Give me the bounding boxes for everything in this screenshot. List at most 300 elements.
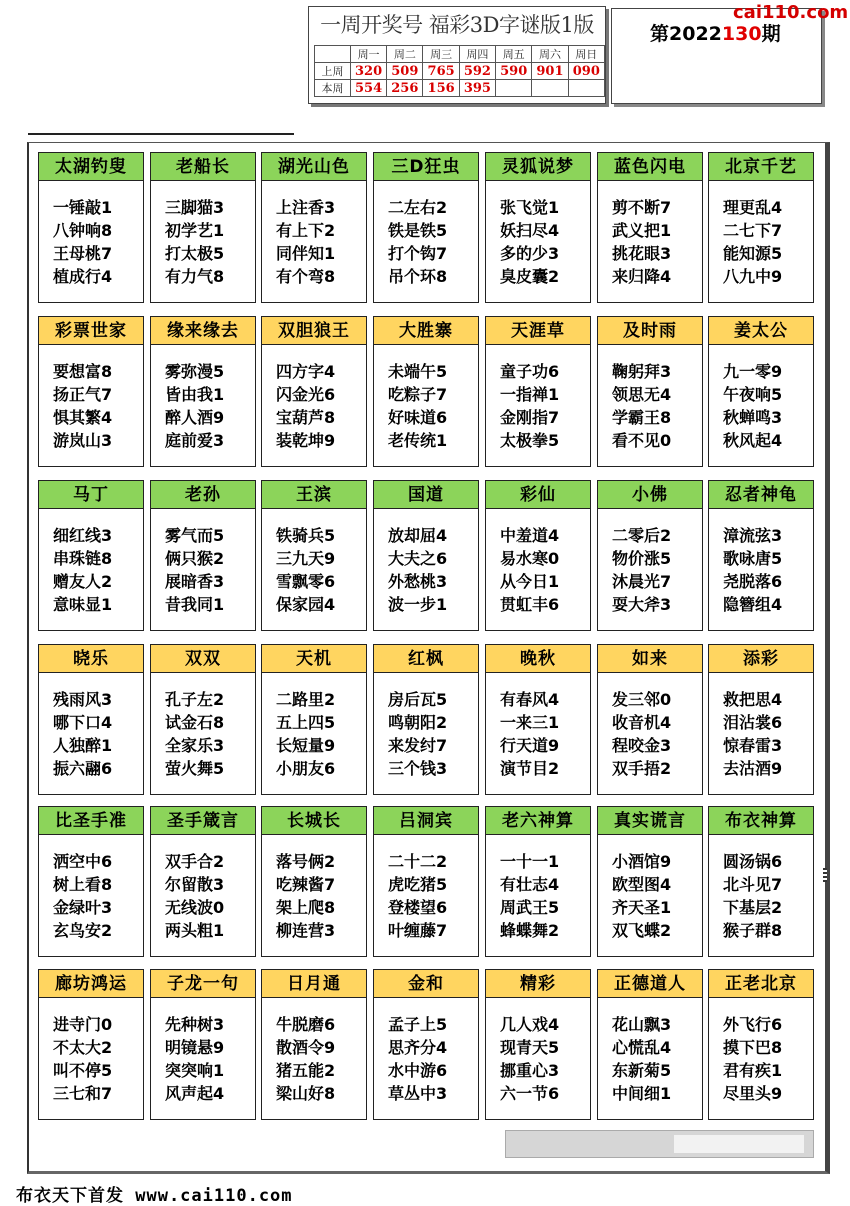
riddle-line: 意味显1 (53, 595, 113, 614)
riddle-line: 学霸王8 (612, 408, 672, 427)
riddle-cell (597, 316, 703, 467)
riddle-line: 耍大斧3 (612, 595, 672, 614)
riddle-line: 雾气而5 (165, 526, 225, 545)
riddle-cell (261, 152, 367, 303)
riddle-lines (388, 850, 478, 942)
riddle-lines (165, 688, 255, 780)
riddle-cell-title: 小佛 (598, 481, 702, 509)
riddle-line: 装乾坤9 (276, 431, 336, 450)
riddle-cell-title: 国道 (374, 481, 478, 509)
riddle-cell (261, 644, 367, 795)
riddle-line: 未端午5 (388, 362, 448, 381)
riddle-line: 隐簪组4 (723, 595, 783, 614)
riddle-cell-title: 如来 (598, 645, 702, 673)
riddle-line: 张飞觉1 (500, 198, 560, 217)
riddle-lines (165, 524, 255, 616)
day-header: 周五 (496, 46, 532, 63)
riddle-cell (485, 316, 591, 467)
riddle-cell-title: 及时雨 (598, 317, 702, 345)
riddle-cell (150, 480, 256, 631)
riddle-line: 吊个环8 (388, 267, 448, 286)
riddle-line: 外愁桃3 (388, 572, 448, 591)
riddle-line: 进寺门0 (53, 1015, 113, 1034)
riddle-line: 几人戏4 (500, 1015, 560, 1034)
riddle-line: 惊春雷3 (723, 736, 783, 755)
riddle-cell-title: 北京千艺 (709, 153, 813, 181)
riddle-cell (373, 152, 479, 303)
riddle-cell-title: 晓乐 (39, 645, 143, 673)
riddle-cell-title: 布衣神算 (709, 807, 813, 835)
riddle-line: 来归降4 (612, 267, 672, 286)
riddle-cell (485, 152, 591, 303)
this-week-number: 395 (459, 80, 495, 97)
riddle-cell-title: 太湖钓叟 (39, 153, 143, 181)
riddle-line: 架上爬8 (276, 898, 336, 917)
riddle-line: 沐晨光7 (612, 572, 672, 591)
riddle-line: 醉人酒9 (165, 408, 225, 427)
riddle-line: 人独醉1 (53, 736, 113, 755)
riddle-line: 八九中9 (723, 267, 783, 286)
riddle-cell-title: 添彩 (709, 645, 813, 673)
riddle-lines (723, 360, 813, 452)
riddle-lines (500, 360, 590, 452)
riddle-line: 二七下7 (723, 221, 783, 240)
riddle-lines (276, 524, 366, 616)
riddle-line: 萤火舞5 (165, 759, 225, 778)
riddle-line: 大夫之6 (388, 549, 448, 568)
riddle-line: 小朋友6 (276, 759, 336, 778)
riddle-cell-title: 红枫 (374, 645, 478, 673)
riddle-line: 中间细1 (612, 1084, 672, 1103)
riddle-lines (388, 524, 478, 616)
riddle-line: 金刚指7 (500, 408, 560, 427)
riddle-cell (150, 316, 256, 467)
riddle-line: 保家园4 (276, 595, 336, 614)
riddle-line: 俩只猴2 (165, 549, 225, 568)
riddle-line: 无线波0 (165, 898, 225, 917)
riddle-cell-title: 蓝色闪电 (598, 153, 702, 181)
riddle-lines (723, 196, 813, 288)
riddle-cell-title: 天机 (262, 645, 366, 673)
riddle-cell (261, 806, 367, 957)
riddle-lines (723, 1013, 813, 1105)
riddle-line: 哪下口4 (53, 713, 113, 732)
riddle-line: 五上四5 (276, 713, 336, 732)
riddle-line: 三脚猫3 (165, 198, 225, 217)
riddle-line: 去沽酒9 (723, 759, 783, 778)
riddle-lines (53, 688, 143, 780)
riddle-line: 振六翮6 (53, 759, 113, 778)
riddle-cell (708, 152, 814, 303)
riddle-line: 蜂蝶舞2 (500, 921, 560, 940)
riddle-line: 落号俩2 (276, 852, 336, 871)
issue-number: 第2022130期 (650, 23, 781, 45)
riddle-line: 有个弯8 (276, 267, 336, 286)
riddle-line: 秋风起4 (723, 431, 783, 450)
last-week-number: 320 (350, 63, 386, 80)
this-week-number (496, 80, 532, 97)
edge-mark (823, 868, 827, 882)
riddle-line: 周武王5 (500, 898, 560, 917)
riddle-line: 王母桃7 (53, 244, 113, 263)
riddle-line: 好味道6 (388, 408, 448, 427)
riddle-line: 登楼望6 (388, 898, 448, 917)
riddle-lines (612, 360, 702, 452)
grey-bar (505, 1130, 814, 1158)
riddle-line: 剪不断7 (612, 198, 672, 217)
riddle-line: 双飞蝶2 (612, 921, 672, 940)
riddle-cell (261, 316, 367, 467)
riddle-lines (165, 196, 255, 288)
riddle-cell (597, 806, 703, 957)
riddle-cell (708, 969, 814, 1120)
riddle-lines (723, 688, 813, 780)
riddle-cell (38, 806, 144, 957)
riddle-cell (597, 480, 703, 631)
riddle-cell (150, 152, 256, 303)
riddle-line: 领思无4 (612, 385, 672, 404)
riddle-line: 行天道9 (500, 736, 560, 755)
riddle-cell (485, 806, 591, 957)
riddle-cell-title: 日月通 (262, 970, 366, 998)
riddle-line: 思齐分4 (388, 1038, 448, 1057)
riddle-line: 猴子群8 (723, 921, 783, 940)
riddle-lines (612, 1013, 702, 1105)
riddle-lines (165, 850, 255, 942)
riddle-line: 臭皮囊2 (500, 267, 560, 286)
riddle-line: 铁骑兵5 (276, 526, 336, 545)
riddle-cell (261, 480, 367, 631)
this-week-number: 156 (423, 80, 459, 97)
riddle-cell (38, 644, 144, 795)
riddle-line: 植成行4 (53, 267, 113, 286)
riddle-cell (373, 644, 479, 795)
riddle-cell (597, 969, 703, 1120)
riddle-line: 打太极5 (165, 244, 225, 263)
last-week-number: 765 (423, 63, 459, 80)
riddle-line: 孔子左2 (165, 690, 225, 709)
riddle-line: 游岚山3 (53, 431, 113, 450)
day-header: 周六 (532, 46, 568, 63)
riddle-lines (276, 196, 366, 288)
riddle-line: 全家乐3 (165, 736, 225, 755)
riddle-line: 上注香3 (276, 198, 336, 217)
riddle-cell (597, 152, 703, 303)
riddle-cell-title: 缘来缘去 (151, 317, 255, 345)
riddle-cell-title: 子龙一句 (151, 970, 255, 998)
riddle-line: 程咬金3 (612, 736, 672, 755)
riddle-line: 玄鸟安2 (53, 921, 113, 940)
riddle-line: 有力气8 (165, 267, 225, 286)
riddle-line: 残雨风3 (53, 690, 113, 709)
riddle-line: 双手合2 (165, 852, 225, 871)
riddle-line: 初学艺1 (165, 221, 225, 240)
riddle-cell (373, 316, 479, 467)
riddle-line: 从今日1 (500, 572, 560, 591)
riddle-line: 雪飘零6 (276, 572, 336, 591)
riddle-line: 九一零9 (723, 362, 783, 381)
riddle-line: 牛脱磨6 (276, 1015, 336, 1034)
riddle-lines (388, 196, 478, 288)
site-logo: cai110.com (733, 2, 849, 23)
riddle-line: 易水寒0 (500, 549, 560, 568)
riddle-lines (53, 850, 143, 942)
riddle-line: 欧型图4 (612, 875, 672, 894)
riddle-line: 放却屈4 (388, 526, 448, 545)
riddle-lines (612, 688, 702, 780)
riddle-line: 宝葫芦8 (276, 408, 336, 427)
riddle-line: 八钟响8 (53, 221, 113, 240)
draw-results-title: 一周开奖号 福彩3D字谜版1版 (320, 13, 594, 37)
this-week-number: 554 (350, 80, 386, 97)
riddle-line: 君有疾1 (723, 1061, 783, 1080)
riddle-cell-title: 吕洞宾 (374, 807, 478, 835)
riddle-lines (388, 688, 478, 780)
riddle-cell-title: 湖光山色 (262, 153, 366, 181)
riddle-cell-title: 正老北京 (709, 970, 813, 998)
riddle-cell-title: 王滨 (262, 481, 366, 509)
riddle-line: 有春风4 (500, 690, 560, 709)
riddle-line: 二路里2 (276, 690, 336, 709)
riddle-cell (708, 316, 814, 467)
riddle-line: 心慌乱4 (612, 1038, 672, 1057)
riddle-line: 北斗见7 (723, 875, 783, 894)
riddle-line: 妖扫尽4 (500, 221, 560, 240)
riddle-line: 尧脱落6 (723, 572, 783, 591)
last-week-number: 509 (387, 63, 423, 80)
riddle-line: 漳流弦3 (723, 526, 783, 545)
riddle-line: 闪金光6 (276, 385, 336, 404)
divider (28, 133, 294, 135)
riddle-grid-panel (27, 142, 830, 1174)
riddle-cell-title: 老船长 (151, 153, 255, 181)
riddle-line: 不太大2 (53, 1038, 113, 1057)
this-week-label: 本周 (315, 80, 351, 97)
riddle-line: 要想富8 (53, 362, 113, 381)
riddle-line: 二左右2 (388, 198, 448, 217)
riddle-lines (53, 1013, 143, 1105)
riddle-cell-title: 老六神算 (486, 807, 590, 835)
riddle-line: 救把思4 (723, 690, 783, 709)
riddle-line: 风声起4 (165, 1084, 225, 1103)
riddle-cell-title: 精彩 (486, 970, 590, 998)
riddle-line: 四方字4 (276, 362, 336, 381)
riddle-lines (723, 524, 813, 616)
riddle-cell (150, 969, 256, 1120)
riddle-cell-title: 廊坊鸿运 (39, 970, 143, 998)
riddle-cell (485, 480, 591, 631)
riddle-line: 赠友人2 (53, 572, 113, 591)
riddle-cell-title: 彩仙 (486, 481, 590, 509)
riddle-line: 齐天圣1 (612, 898, 672, 917)
riddle-lines (53, 360, 143, 452)
last-week-number: 592 (459, 63, 495, 80)
riddle-lines (276, 360, 366, 452)
riddle-cell (38, 316, 144, 467)
riddle-line: 现青天5 (500, 1038, 560, 1057)
day-header: 周二 (387, 46, 423, 63)
riddle-line: 有壮志4 (500, 875, 560, 894)
riddle-line: 花山飘3 (612, 1015, 672, 1034)
riddle-line: 理更乱4 (723, 198, 783, 217)
riddle-line: 三个钱3 (388, 759, 448, 778)
riddle-line: 下基层2 (723, 898, 783, 917)
riddle-line: 物价涨5 (612, 549, 672, 568)
riddle-line: 老传统1 (388, 431, 448, 450)
riddle-lines (276, 688, 366, 780)
riddle-cell-title: 圣手箴言 (151, 807, 255, 835)
riddle-line: 吃辣酱7 (276, 875, 336, 894)
riddle-line: 小酒馆9 (612, 852, 672, 871)
riddle-cell (708, 480, 814, 631)
riddle-line: 鞠躬拜3 (612, 362, 672, 381)
riddle-cell (373, 480, 479, 631)
riddle-cell-title: 三D狂虫 (374, 153, 478, 181)
day-header: 周四 (459, 46, 495, 63)
riddle-lines (165, 1013, 255, 1105)
riddle-cell-title: 姜太公 (709, 317, 813, 345)
riddle-line: 秋蝉鸣3 (723, 408, 783, 427)
riddle-lines (388, 1013, 478, 1105)
last-week-number: 090 (568, 63, 604, 80)
riddle-line: 午夜响5 (723, 385, 783, 404)
riddle-cell (373, 969, 479, 1120)
riddle-cell (485, 644, 591, 795)
riddle-cell (38, 480, 144, 631)
riddle-cell-title: 金和 (374, 970, 478, 998)
riddle-line: 东新菊5 (612, 1061, 672, 1080)
riddle-line: 皆由我1 (165, 385, 225, 404)
riddle-line: 波一步1 (388, 595, 448, 614)
riddle-line: 尽里头9 (723, 1084, 783, 1103)
riddle-line: 叶缠藤7 (388, 921, 448, 940)
riddle-cell-title: 灵狐说梦 (486, 153, 590, 181)
day-header: 周一 (350, 46, 386, 63)
riddle-cell (261, 969, 367, 1120)
riddle-lines (388, 360, 478, 452)
riddle-line: 洒空中6 (53, 852, 113, 871)
riddle-line: 吃粽子7 (388, 385, 448, 404)
riddle-line: 童子功6 (500, 362, 560, 381)
riddle-line: 多的少3 (500, 244, 560, 263)
riddle-cell-title: 马丁 (39, 481, 143, 509)
riddle-line: 突突响1 (165, 1061, 225, 1080)
this-week-number (532, 80, 568, 97)
riddle-cell-title: 真实谎言 (598, 807, 702, 835)
riddle-cell-title: 长城长 (262, 807, 366, 835)
riddle-line: 水中游6 (388, 1061, 448, 1080)
riddle-line: 串珠链8 (53, 549, 113, 568)
riddle-line: 细红线3 (53, 526, 113, 545)
last-week-number: 901 (532, 63, 568, 80)
riddle-cell (708, 644, 814, 795)
riddle-lines (500, 196, 590, 288)
riddle-line: 太极拳5 (500, 431, 560, 450)
riddle-lines (500, 1013, 590, 1105)
riddle-line: 长短量9 (276, 736, 336, 755)
riddle-line: 挑花眼3 (612, 244, 672, 263)
riddle-line: 梁山好8 (276, 1084, 336, 1103)
riddle-cell-title: 双双 (151, 645, 255, 673)
draw-results-table (314, 45, 605, 97)
riddle-line: 圆汤锅6 (723, 852, 783, 871)
riddle-cell (38, 152, 144, 303)
riddle-line: 能知源5 (723, 244, 783, 263)
riddle-lines (612, 850, 702, 942)
day-header: 周日 (568, 46, 604, 63)
riddle-cell-title: 大胜寨 (374, 317, 478, 345)
riddle-line: 庭前爱3 (165, 431, 225, 450)
riddle-lines (612, 524, 702, 616)
riddle-line: 六一节6 (500, 1084, 560, 1103)
riddle-cell-title: 老孙 (151, 481, 255, 509)
this-week-number (568, 80, 604, 97)
riddle-line: 孟子上5 (388, 1015, 448, 1034)
riddle-line: 昔我同1 (165, 595, 225, 614)
riddle-lines (612, 196, 702, 288)
riddle-line: 惧其繁4 (53, 408, 113, 427)
riddle-cell (597, 644, 703, 795)
riddle-cell-title: 天涯草 (486, 317, 590, 345)
riddle-line: 双手捂2 (612, 759, 672, 778)
riddle-cell-title: 双胆狼王 (262, 317, 366, 345)
riddle-cell (708, 806, 814, 957)
riddle-line: 叫不停5 (53, 1061, 113, 1080)
riddle-line: 鸣朝阳2 (388, 713, 448, 732)
riddle-line: 虎吃猪5 (388, 875, 448, 894)
riddle-line: 展暗香3 (165, 572, 225, 591)
riddle-cell (485, 969, 591, 1120)
riddle-cell-title: 晚秋 (486, 645, 590, 673)
riddle-cell (373, 806, 479, 957)
riddle-line: 先种树3 (165, 1015, 225, 1034)
riddle-cell-title: 忍者神龟 (709, 481, 813, 509)
riddle-line: 演节目2 (500, 759, 560, 778)
riddle-line: 试金石8 (165, 713, 225, 732)
riddle-line: 猪五能2 (276, 1061, 336, 1080)
riddle-line: 一来三1 (500, 713, 560, 732)
riddle-line: 打个钩7 (388, 244, 448, 263)
this-week-number: 256 (387, 80, 423, 97)
last-week-number: 590 (496, 63, 532, 80)
riddle-line: 二零后2 (612, 526, 672, 545)
riddle-lines (723, 850, 813, 942)
riddle-line: 收音机4 (612, 713, 672, 732)
riddle-lines (500, 524, 590, 616)
riddle-line: 尔留散3 (165, 875, 225, 894)
riddle-line: 雾弥漫5 (165, 362, 225, 381)
riddle-line: 有上下2 (276, 221, 336, 240)
riddle-line: 武义把1 (612, 221, 672, 240)
riddle-lines (53, 196, 143, 288)
riddle-line: 来发纣7 (388, 736, 448, 755)
riddle-line: 扬正气7 (53, 385, 113, 404)
riddle-line: 泪沾裳6 (723, 713, 783, 732)
riddle-lines (500, 688, 590, 780)
last-week-label: 上周 (315, 63, 351, 80)
day-header: 周三 (423, 46, 459, 63)
riddle-line: 一十一1 (500, 852, 560, 871)
riddle-line: 一指禅1 (500, 385, 560, 404)
riddle-line: 三九天9 (276, 549, 336, 568)
riddle-line: 二十二2 (388, 852, 448, 871)
riddle-line: 草丛中3 (388, 1084, 448, 1103)
riddle-cell-title: 正德道人 (598, 970, 702, 998)
riddle-line: 三七和7 (53, 1084, 113, 1103)
riddle-line: 一锤敲1 (53, 198, 113, 217)
riddle-line: 明镜悬9 (165, 1038, 225, 1057)
riddle-cell (150, 806, 256, 957)
